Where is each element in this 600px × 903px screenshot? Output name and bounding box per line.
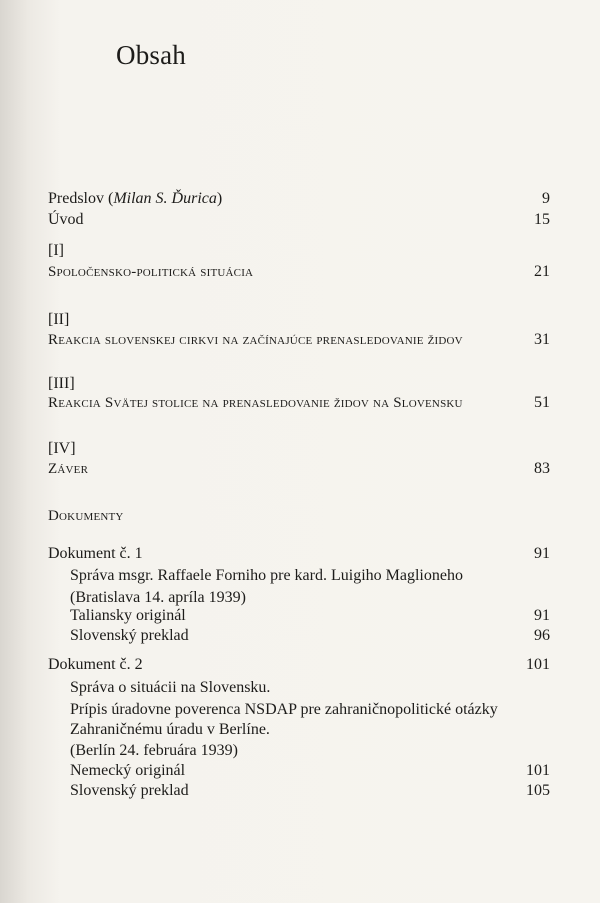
page-number: 31 bbox=[534, 331, 550, 348]
entry-label: Úvod bbox=[48, 211, 84, 228]
toc-entry-document-2 bbox=[48, 655, 550, 675]
document-description: Prípis úradovne poverenca NSDAP pre zahraničnopolitické otázky bbox=[70, 701, 498, 718]
chapter-number: [II] bbox=[48, 311, 70, 328]
toc-entry-document-1 bbox=[48, 544, 550, 564]
subentry-label: Taliansky originál bbox=[70, 607, 186, 624]
subentry-label: Slovenský preklad bbox=[70, 627, 189, 644]
page-number: 96 bbox=[534, 627, 550, 644]
document-date: (Berlín 24. februára 1939) bbox=[70, 742, 238, 759]
section-heading-dokumenty bbox=[48, 506, 550, 526]
section-heading-text: Dokumenty bbox=[48, 508, 124, 524]
page-number: 21 bbox=[534, 263, 550, 280]
toc-entry-chapter-1 bbox=[48, 262, 550, 282]
chapter-number: [III] bbox=[48, 375, 75, 392]
page-number: 9 bbox=[542, 190, 550, 207]
toc-subentry-translation bbox=[70, 626, 550, 646]
entry-label: Predslov ( bbox=[48, 190, 114, 207]
toc-subentry-original bbox=[70, 761, 550, 781]
toc-entry-predslov bbox=[48, 189, 550, 209]
entry-label-close: ) bbox=[216, 190, 223, 207]
chapter-number: [IV] bbox=[48, 440, 76, 457]
page-number: 101 bbox=[526, 656, 550, 673]
subentry-label: Nemecký originál bbox=[70, 762, 186, 779]
document-description: Zahraničnému úradu v Berlíne. bbox=[70, 721, 270, 738]
toc-subentry-original bbox=[70, 606, 550, 626]
toc-subentry-translation bbox=[70, 781, 550, 801]
page-number: 91 bbox=[534, 545, 550, 562]
page-number: 105 bbox=[526, 782, 550, 799]
document-description: Správa msgr. Raffaele Forniho pre kard. Luigiho Maglioneho bbox=[70, 567, 463, 584]
subentry-label: Slovenský preklad bbox=[70, 782, 189, 799]
toc-entry-chapter-4 bbox=[48, 459, 550, 479]
page-number: 91 bbox=[534, 607, 550, 624]
toc-entry-chapter-3 bbox=[48, 393, 550, 413]
page-number: 101 bbox=[526, 762, 550, 779]
chapter-title: Reakcia Svätej stolice na prenasledovanie židov na Slovensku bbox=[48, 395, 463, 411]
document-description: Správa o situácii na Slovensku. bbox=[70, 679, 271, 696]
chapter-title: Spoločensko-politická situácia bbox=[48, 264, 254, 280]
entry-author: Milan S. Ďurica bbox=[113, 190, 217, 207]
page-number: 83 bbox=[534, 460, 550, 477]
page-number: 15 bbox=[534, 211, 550, 228]
toc-entry-uvod bbox=[48, 210, 550, 230]
chapter-title: Reakcia slovenskej cirkvi na začínajúce prenasledovanie židov bbox=[48, 332, 463, 348]
document-date: (Bratislava 14. apríla 1939) bbox=[70, 589, 246, 606]
document-label: Dokument č. 1 bbox=[48, 545, 143, 562]
page-title: Obsah bbox=[116, 40, 186, 70]
document-label: Dokument č. 2 bbox=[48, 656, 143, 673]
chapter-number: [I] bbox=[48, 242, 64, 259]
toc-entry-chapter-2 bbox=[48, 330, 550, 350]
chapter-title: Záver bbox=[48, 461, 89, 477]
page-number: 51 bbox=[534, 394, 550, 411]
